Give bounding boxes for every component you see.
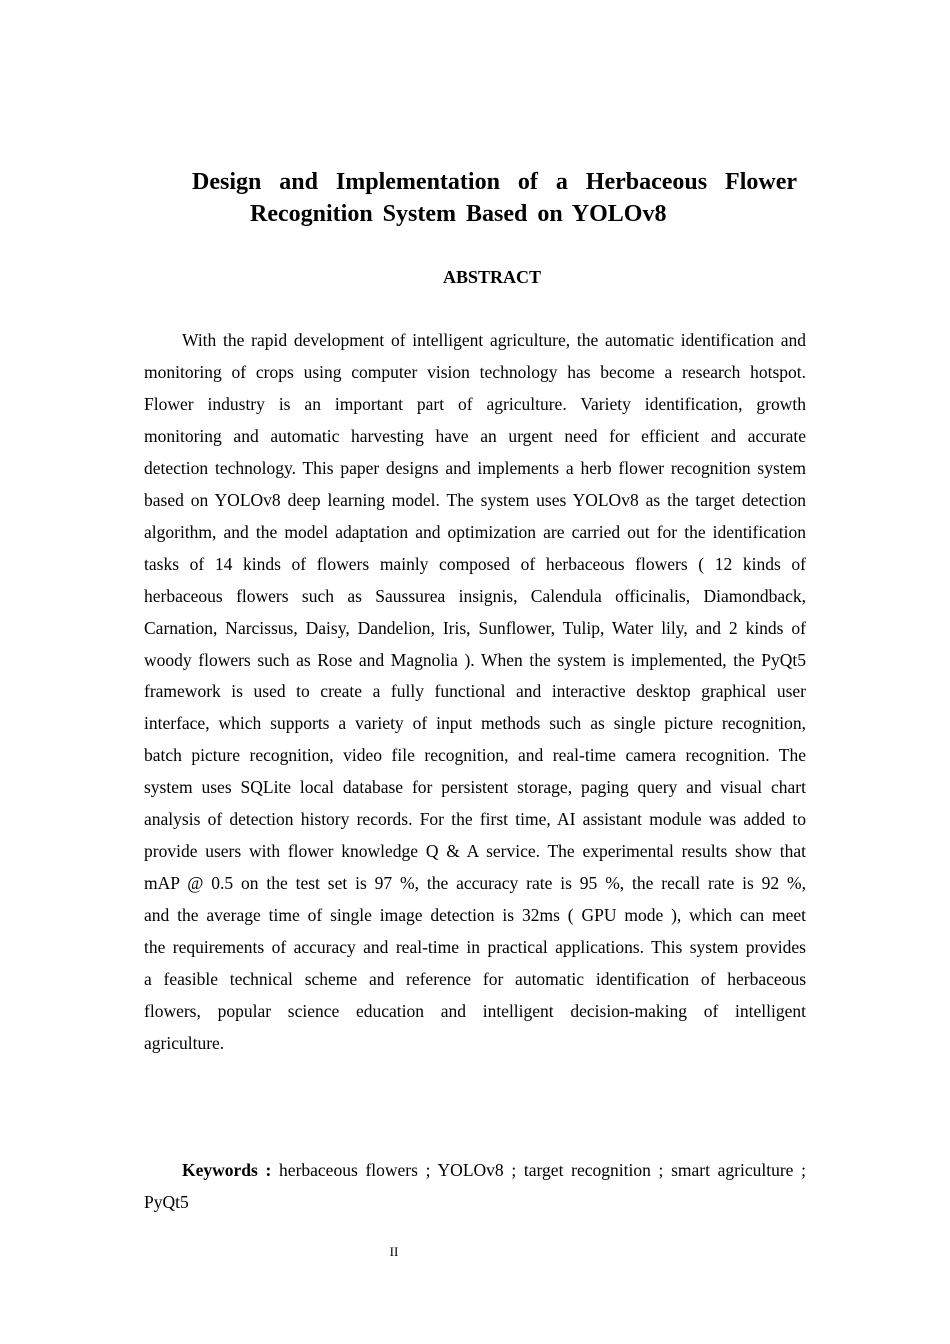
abstract-body: With the rapid development of intelligent agriculture, the automatic identification and monitoring of crops using computer vision technology has become a research hotspot. Flower industry is an important part of agriculture. Variety identification, growth monitoring and automatic harvesting have an urgent need for efficient and accurate detection technology. This paper designs and implements a herb flower recognition system based on YOLOv8 deep learning model. The system uses YOLOv8 as the target detection algorithm, and the model adaptation and optimization are carried out for the identification tasks of 14 kinds of flowers mainly composed of herbaceous flowers ( 12 kinds of herbaceous flowers such as Saussurea insignis, Calendula officinalis, Diamondback, Carnation, Narcissus, Daisy, Dandelion, Iris, Sunflower, Tulip, Water lily, and 2 kinds of woody flowers such as Rose and Magnolia ). When the system is implemented, the PyQt5 framework is used to create a fully functional and interactive desktop graphical user interface, which supports a variety of input methods such as single picture recognition, batch picture recognition, video file recognition, and real-time camera recognition. The system uses SQLite local database for persistent storage, paging query and visual chart analysis of detection history records. For the first time, AI assistant module was added to provide users with flower knowledge Q & A service. The experimental results show that mAP @ 0.5 on the test set is 97 %, the accuracy rate is 95 %, the recall rate is 92 %, and the average time of single image detection is 32ms ( GPU mode ), which can meet the requirements of accuracy and real-time in practical applications. This system provides a feasible technical scheme and reference for automatic identification of herbaceous flowers, popular science education and intelligent decision-making of intelligent agriculture. [144,330,806,1053]
paper-title [144,166,844,230]
keywords-paragraph [144,1155,806,1219]
paper-title-line-2: Recognition System Based on YOLOv8 [250,201,667,227]
keywords-list: herbaceous flowers ; YOLOv8 ; target recognition ; smart agriculture ; PyQt5 [144,1160,807,1212]
page-number: II [389,1244,399,1259]
abstract-heading: ABSTRACT [442,267,542,287]
keywords-label: Keywords : [182,1160,272,1180]
paper-title-line-1: Design and Implementation of a Herbaceous Flower [192,169,797,195]
